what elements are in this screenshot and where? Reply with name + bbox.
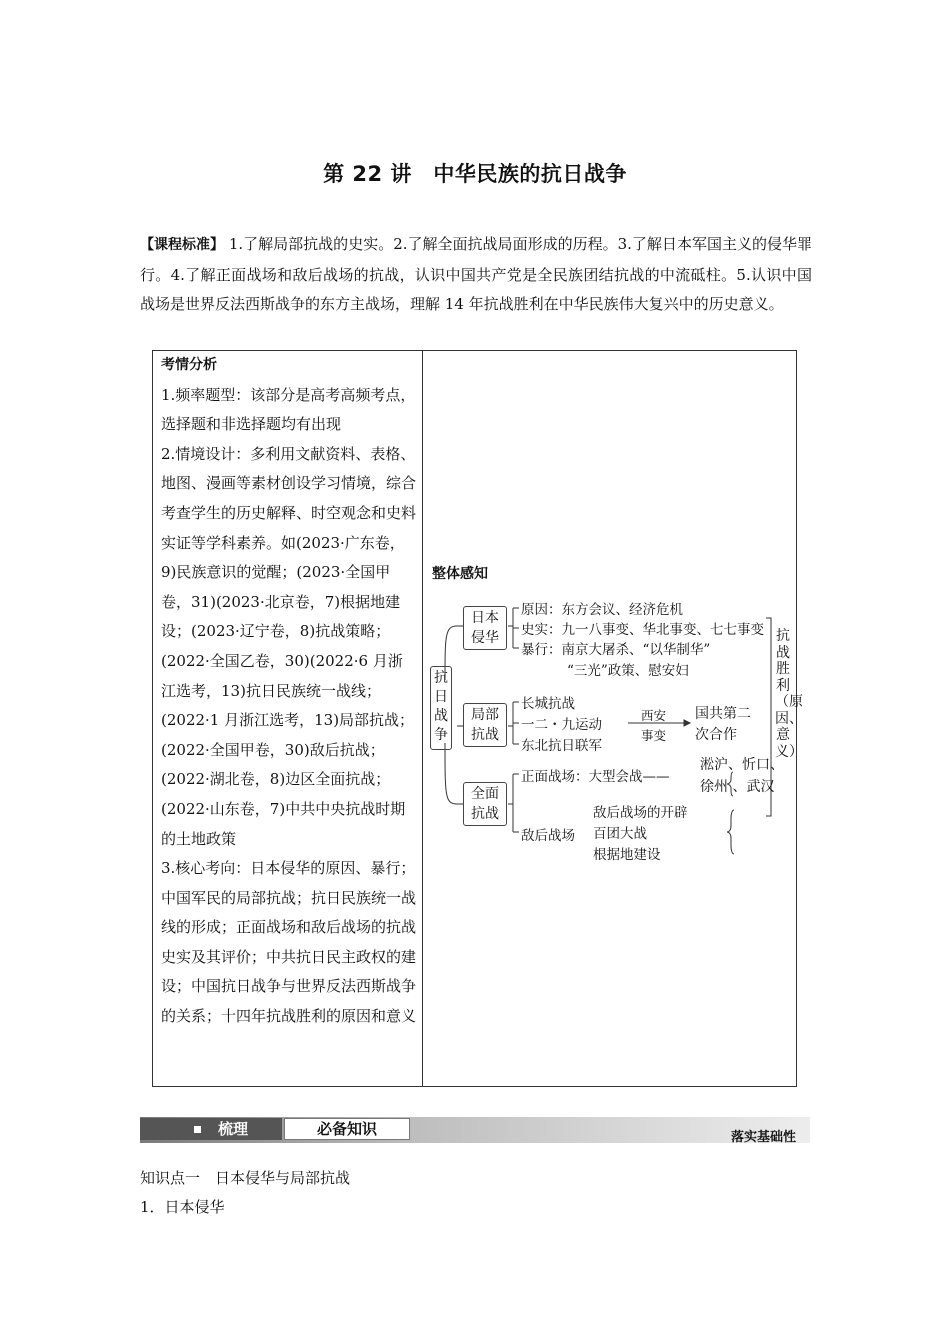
standard-label: 【课程标准】 xyxy=(140,237,225,253)
section-bar xyxy=(140,1117,810,1143)
sub-heading: 1．日本侵华 xyxy=(140,1198,225,1216)
b2-result-1: 国共第二 xyxy=(695,706,751,722)
rear-item-3: 根据地建设 xyxy=(593,847,661,863)
b1-item-4: “三光”政策、慰安妇 xyxy=(567,663,689,679)
root-label: 抗日战争 xyxy=(434,670,448,743)
section-tag-dark xyxy=(140,1118,282,1140)
analysis-heading: 考情分析 xyxy=(161,357,217,373)
arrow-head xyxy=(684,720,690,726)
arrow-label-bottom: 事变 xyxy=(641,728,667,743)
analysis-p3: 3.核心考向：日本侵华的原因、暴行；中国军民的局部抗战；抗日民族统一战线的形成；正面战场和敌后战场的抗战史实及其评价；中共抗日民主政权的建设；中国抗日战争与世界反法西斯战争的关系；十四年抗战胜利的原因和意义 xyxy=(161,859,417,1026)
page-title: 第 22 讲 中华民族的抗日战争 xyxy=(323,162,627,186)
b2-result-2: 次合作 xyxy=(695,727,737,743)
bracket-b1 xyxy=(508,608,519,648)
bracket-rear-items xyxy=(727,810,734,854)
node-japan-invasion xyxy=(463,606,507,650)
arrow-label-top: 西安 xyxy=(641,708,667,723)
b1-item-3: 暴行：南京大屠杀、“以华制华” xyxy=(521,642,711,658)
rear-item-2: 百团大战 xyxy=(593,826,647,842)
standard-text: 1.了解局部抗战的史实。2.了解全面抗战局面形成的历程。3.了解日本军国主义的侵华罪行。4.了解正面战场和敌后战场的抗战，认识中国共产党是全民族团结抗战的中流砥柱。5.认识中国战场是世界反法西斯战争的东方主战场，理解 14 年抗战胜利在中华民族伟大复兴中的历史意义。 xyxy=(140,235,812,313)
rear-item-1: 敌后战场的开辟 xyxy=(593,805,688,821)
victory-label: 抗战胜利（原因、意义） xyxy=(775,628,803,760)
b1-item-2: 史实：九一八事变、华北事变、七七事变 xyxy=(521,622,764,638)
b2-item-2: 一二・九运动 xyxy=(521,717,602,733)
front-item-1: 淞沪、忻口、 xyxy=(700,757,784,773)
node-japan-invasion-label: 日本侵华 xyxy=(471,610,499,646)
knowledge-point-heading: 知识点一 日本侵华与局部抗战 xyxy=(140,1169,351,1187)
analysis-p1: 1.频率题型：该部分是高考高频考点，选择题和非选择题均有出现 xyxy=(161,385,416,434)
analysis-column xyxy=(161,351,417,1032)
b2-item-3: 东北抗日联军 xyxy=(521,738,602,754)
bracket-b2 xyxy=(508,702,519,744)
mind-map xyxy=(434,596,803,866)
curriculum-standard xyxy=(140,230,812,320)
bracket-b3 xyxy=(508,774,519,832)
section-tag-light: 必备知识 xyxy=(284,1118,410,1140)
overview-heading: 整体感知 xyxy=(432,566,488,582)
root-node xyxy=(430,666,452,750)
node-local-resistance xyxy=(463,703,507,747)
table-divider xyxy=(422,351,423,1086)
rear-battlefield: 敌后战场 xyxy=(521,828,575,844)
analysis-p2: 2.情境设计：多利用文献资料、表格、地图、漫画等素材创设学习情境，综合考查学生的历史解释、时空观念和史料实证等学科素养。如(2023·广东卷，9)民族意识的觉醒；(2023·全国甲卷，31)(2023·北京卷，7)根据地建设；(2023·辽宁卷，8)抗战策略；(2022·全国乙卷，30)(2022·6 月浙江选考，13)抗日民族统一战线；(2022·1 月浙江选考，13)局部抗战；(2022·全国甲卷，30)敌后抗战；(2022·湖北卷，8)边区全面抗战；(2022·山东卷，7)中共中央抗战时期的土地政策 xyxy=(161,444,417,848)
section-tag-right: 落实基础性 xyxy=(730,1130,796,1145)
node-full-resistance-label: 全面抗战 xyxy=(471,786,499,822)
section-tag-label: 梳理 xyxy=(218,1120,249,1138)
front-battlefield: 正面战场：大型会战—— xyxy=(521,769,670,785)
square-bullet-icon xyxy=(194,1126,201,1133)
node-local-resistance-label: 局部抗战 xyxy=(471,707,499,743)
connector-root-b3 xyxy=(445,743,463,804)
b2-item-1: 长城抗战 xyxy=(521,696,575,712)
node-full-resistance xyxy=(463,782,507,826)
analysis-table xyxy=(152,350,803,1087)
front-item-2: 徐州 、武汉 xyxy=(700,779,775,795)
b1-item-1: 原因：东方会议、经济危机 xyxy=(521,602,683,618)
